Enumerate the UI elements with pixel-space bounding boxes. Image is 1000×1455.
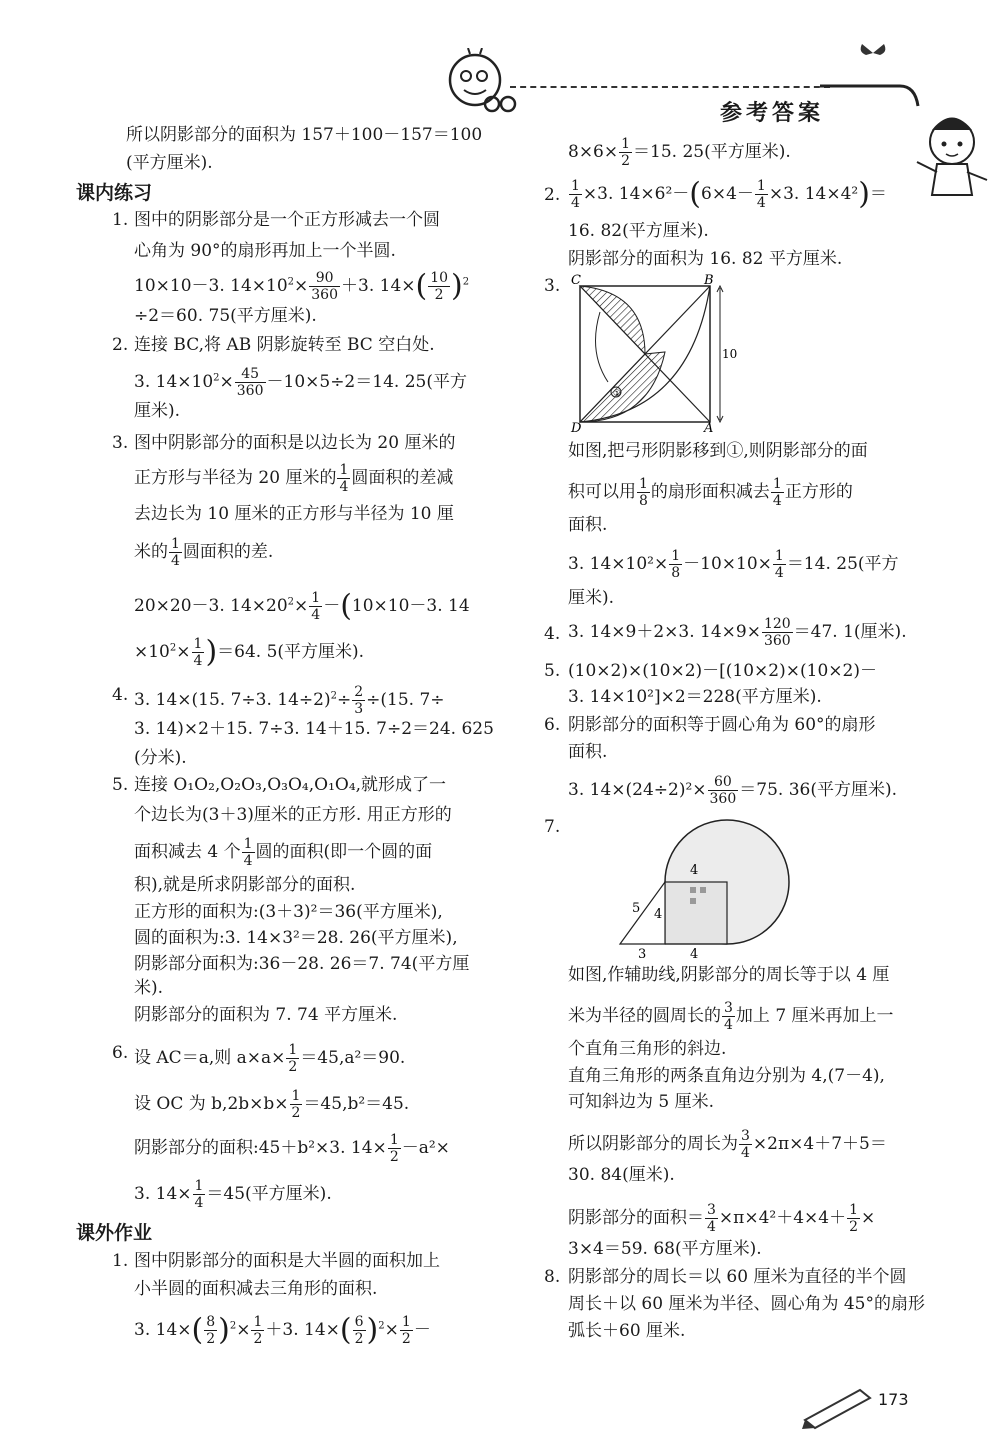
text-segment: 3. 14×10²× xyxy=(568,554,669,574)
fraction-denominator: 360 xyxy=(763,633,791,649)
fraction xyxy=(400,1314,413,1347)
section-heading: 课内练习 xyxy=(76,182,153,204)
fraction-denominator: 360 xyxy=(709,791,737,807)
fraction xyxy=(337,462,350,495)
page-number: 173 xyxy=(878,1390,909,1409)
question-number: 6. xyxy=(112,1043,129,1063)
text-line: 阴影部分面积为:36－28. 26＝7. 74(平方厘 xyxy=(134,954,470,974)
fraction xyxy=(388,1132,401,1165)
text-segment: 设 AC＝a,则 a×a× xyxy=(134,1048,286,1068)
text-line: 圆的面积为:3. 14×3²＝28. 26(平方厘米), xyxy=(134,928,458,948)
fraction xyxy=(309,590,322,623)
text-line: 心角为 90°的扇形再加上一个半圆. xyxy=(134,241,396,261)
fraction-denominator: 2 xyxy=(253,1331,263,1347)
text-segment: ＝15. 25(平方厘米). xyxy=(633,142,791,162)
question-number: 3. xyxy=(112,433,129,453)
text-segment: ＝45,b²＝45. xyxy=(303,1094,410,1114)
fraction-numerator: 1 xyxy=(311,590,321,606)
fraction-numerator: 3 xyxy=(724,1000,733,1016)
fraction-denominator: 2 xyxy=(354,1331,364,1347)
text-segment: ＝75. 36(平方厘米). xyxy=(739,780,897,800)
text-line xyxy=(134,1132,450,1165)
text-segment: 3. 14×(15. 7÷3. 14÷2) xyxy=(134,690,331,710)
text-line: 如图,作辅助线,阴影部分的周长等于以 4 厘 xyxy=(568,965,890,985)
question-number: 4. xyxy=(112,685,129,705)
fraction xyxy=(169,536,182,569)
text-line: 小半圆的面积减去三角形的面积. xyxy=(134,1279,378,1299)
fraction xyxy=(669,548,682,581)
label-B: B xyxy=(704,273,714,288)
formula-line xyxy=(568,1128,887,1161)
text-line: 个边长为(3＋3)厘米的正方形. 用正方形的 xyxy=(134,805,452,825)
text-line: 16. 82(平方厘米). xyxy=(568,221,709,241)
fraction-numerator: 60 xyxy=(708,774,739,791)
fraction-numerator: 1 xyxy=(171,536,180,552)
fraction-denominator: 2 xyxy=(206,1331,216,1347)
text-segment: 10×10－3. 14×10 xyxy=(134,276,288,296)
fraction-numerator: 1 xyxy=(291,1088,301,1104)
text-segment: 米为半径的圆周长的 xyxy=(568,1006,721,1026)
question-number: 3. xyxy=(544,276,561,296)
header-title: 参考答案 xyxy=(720,101,825,126)
text-line xyxy=(134,462,453,495)
fraction-denominator: 4 xyxy=(193,653,203,669)
fraction-numerator: 1 xyxy=(621,136,631,152)
fraction-denominator: 4 xyxy=(707,1219,716,1235)
text-segment: ×3. 14×6²－ xyxy=(582,184,690,204)
fraction xyxy=(773,548,786,581)
formula-line xyxy=(568,1202,875,1235)
text-segment: 8×6× xyxy=(568,142,619,162)
text-segment: ＝47. 1(厘米). xyxy=(793,622,907,642)
text-line: 直角三角形的两条直角边分别为 4,(7－4), xyxy=(568,1066,885,1086)
text-segment: 3. 14×10 xyxy=(134,372,214,392)
fraction-denominator: 8 xyxy=(639,493,648,509)
fraction-denominator: 2 xyxy=(291,1105,301,1121)
text-line xyxy=(568,1000,894,1033)
fraction xyxy=(290,1088,303,1121)
fraction-denominator: 4 xyxy=(571,195,580,211)
text-line xyxy=(134,1042,405,1075)
question-number: 1. xyxy=(112,1251,129,1271)
fraction xyxy=(352,684,365,717)
figure-label: 4 xyxy=(690,863,699,878)
fraction-numerator: 10 xyxy=(430,270,449,286)
fraction xyxy=(771,476,784,509)
text-line: 如图,把弓形阴影移到①,则阴影部分的面 xyxy=(568,441,868,461)
text-line: 积),就是所求阴影部分的面积. xyxy=(134,875,356,895)
section-heading: 课外作业 xyxy=(76,1222,153,1244)
fraction-numerator: 1 xyxy=(194,1178,204,1194)
text-segment: ×3. 14×4² xyxy=(768,184,859,204)
text-line: 面积. xyxy=(568,742,608,762)
header-cartoon-face-icon xyxy=(440,48,520,118)
fraction-numerator: 45 xyxy=(235,366,266,383)
text-segment: 3. 14× xyxy=(134,1184,192,1204)
question-number: 4. xyxy=(544,624,561,644)
text-line: ÷2＝60. 75(平方厘米). xyxy=(134,306,317,326)
text-line xyxy=(134,1178,332,1211)
fraction-numerator: 8 xyxy=(206,1314,216,1330)
text-line: 厘米). xyxy=(568,588,615,608)
text-segment: × xyxy=(861,1208,876,1228)
text-segment: 阴影部分的面积＝ xyxy=(568,1208,704,1228)
fraction-numerator: 3 xyxy=(741,1128,750,1144)
fraction-denominator: 2 xyxy=(434,287,444,303)
fraction-numerator: 1 xyxy=(639,476,648,492)
text-segment: －a²× xyxy=(401,1138,450,1158)
text-segment: ÷(15. 7÷ xyxy=(366,690,445,710)
text-segment: － xyxy=(413,1320,431,1340)
text-line: 图中阴影部分的面积是大半圆的面积加上 xyxy=(134,1251,440,1271)
text-line: 厘米). xyxy=(134,401,181,421)
text-line: 阴影部分的面积为 16. 82 平方厘米. xyxy=(568,249,843,269)
label-A: A xyxy=(704,421,714,434)
text-line: 连接 O₁O₂,O₂O₃,O₃O₄,O₁O₄,就形成了一 xyxy=(134,775,447,795)
text-segment: 20×20－3. 14×20 xyxy=(134,596,288,616)
fraction xyxy=(309,270,340,303)
fraction-numerator: 1 xyxy=(253,1314,263,1330)
text-line xyxy=(134,536,273,569)
fraction xyxy=(637,476,650,509)
figure-label: 4 xyxy=(654,907,663,922)
text-segment: 所以阴影部分的周长为 xyxy=(568,1134,738,1154)
fraction-denominator: 4 xyxy=(311,607,321,623)
header-rule xyxy=(510,86,830,88)
fraction xyxy=(428,270,450,303)
text-segment: × xyxy=(384,1320,399,1340)
text-segment: ＝ xyxy=(869,184,887,204)
fraction-denominator: 2 xyxy=(849,1219,859,1235)
fraction-denominator: 4 xyxy=(339,479,349,495)
text-segment: 圆面积的差. xyxy=(182,542,274,562)
text-segment: 10×10－3. 14 xyxy=(351,596,470,616)
text-segment: 3. 14×9＋2×3. 14×9× xyxy=(568,622,761,642)
fraction-denominator: 4 xyxy=(772,493,782,509)
fraction xyxy=(204,1314,217,1347)
fraction-denominator: 4 xyxy=(774,565,784,581)
figure-label: 4 xyxy=(690,947,699,960)
text-line: 可知斜边为 5 厘米. xyxy=(568,1092,715,1112)
question-number: 2. xyxy=(544,185,561,205)
question-number: 5. xyxy=(544,661,561,681)
text-line: 30. 84(厘米). xyxy=(568,1165,675,1185)
text-segment: ＝64. 5(平方厘米). xyxy=(217,642,365,662)
question-number: 7. xyxy=(544,817,561,837)
text-segment: × xyxy=(236,1320,251,1340)
footer-pencil-icon xyxy=(800,1380,890,1430)
fraction xyxy=(847,1202,860,1235)
fraction-denominator: 2 xyxy=(288,1059,298,1075)
fraction xyxy=(619,136,632,169)
text-line: 3×4＝59. 68(平方厘米). xyxy=(568,1239,762,1259)
fraction xyxy=(722,1000,735,1033)
fraction-denominator: 4 xyxy=(724,1017,733,1033)
fraction xyxy=(286,1042,299,1075)
butterfly-icon xyxy=(858,40,888,66)
text-segment: ×10 xyxy=(134,642,170,662)
formula-line: 20×20－3. $14\times 20^2\times$ $\frac{1}{4}$ －(10×10－3. 14 xyxy=(134,588,470,624)
figure-label: 3 xyxy=(638,947,647,960)
text-segment: ＝45,a²＝90. xyxy=(300,1048,406,1068)
text-segment: 圆面积的差减 xyxy=(351,468,454,488)
text-line: 米). xyxy=(134,978,164,998)
text-line: 面积. xyxy=(568,515,608,535)
fraction-numerator: 1 xyxy=(571,178,580,194)
fraction xyxy=(192,636,205,669)
figure-mark: ① xyxy=(613,389,622,399)
formula-line: 3. $14\times 10^2\times$ $\frac{45}{360}$ －10×5÷2＝14. 25(平方 xyxy=(134,366,467,399)
text-segment: 的扇形面积减去 xyxy=(650,482,770,502)
fraction xyxy=(762,616,793,649)
text-segment: ＝45(平方厘米). xyxy=(206,1184,332,1204)
formula-line: $\frac{1}{4}$ ×3. 14×6²－(6×4－ $\frac{1}{4}$ ×3. 14×4²)＝ xyxy=(571,176,887,212)
text-line: 3. 14)×2＋15. 7÷3. 14＋15. 7÷2＝24. 625 xyxy=(134,719,494,739)
formula-line: 3. 14×(15. 7÷3. 14÷2)$^2$÷ $\frac{2}{3}$ ÷(15. 7÷ xyxy=(134,684,445,717)
formula-line xyxy=(568,616,907,649)
fraction-denominator: 360 xyxy=(236,383,264,399)
text-line: 弧长＋60 厘米. xyxy=(568,1321,686,1341)
text-line: 正方形的面积为:(3＋3)²＝36(平方厘米), xyxy=(134,902,443,922)
text-line: 周长＋以 60 厘米为半径、圆心角为 45°的扇形 xyxy=(568,1294,925,1314)
text-segment: ＝14. 25(平方 xyxy=(786,554,899,574)
formula-line xyxy=(568,548,899,581)
fraction-denominator: 4 xyxy=(194,1195,204,1211)
text-line: 阴影部分的面积为 7. 74 平方厘米. xyxy=(134,1005,398,1025)
text-line xyxy=(134,1088,409,1121)
fraction-denominator: 2 xyxy=(401,1331,411,1347)
question-number: 5. xyxy=(112,775,129,795)
text-segment: 3. 14×(24÷2)²× xyxy=(568,780,707,800)
text-line: 所以阴影部分的面积为 157＋100－157＝100 xyxy=(126,125,483,145)
text-line: (分米). xyxy=(134,748,187,768)
text-line: 去边长为 10 厘米的正方形与半径为 10 厘 xyxy=(134,504,454,524)
question-number: 2. xyxy=(112,335,129,355)
fraction xyxy=(739,1128,752,1161)
fraction-numerator: 1 xyxy=(774,548,784,564)
text-segment: 6×4－ xyxy=(701,184,754,204)
formula-line: $\times 10^2\times$ $\frac{1}{4}$ )＝64. 5(平方厘米). xyxy=(134,634,365,670)
fraction-numerator: 1 xyxy=(671,548,681,564)
formula-line xyxy=(568,136,791,169)
text-line: 个直角三角形的斜边. xyxy=(568,1039,727,1059)
fraction xyxy=(193,1178,206,1211)
formula-line: 3. 14×( $\frac{8}{2}$ )$^2$× $\frac{1}{2}$ ＋3. 14×( $\frac{6}{2}$ )$^2$× $\frac{1}{2}$ － xyxy=(134,1312,431,1348)
question-number: 6. xyxy=(544,715,561,735)
question-number: 1. xyxy=(112,210,129,230)
question-number: 8. xyxy=(544,1267,561,1287)
q3-geometry-figure xyxy=(570,272,740,434)
fraction-numerator: 1 xyxy=(849,1202,859,1218)
text-segment: 正方形与半径为 20 厘米的 xyxy=(134,468,337,488)
fraction-numerator: 1 xyxy=(288,1042,298,1058)
fraction-denominator: 4 xyxy=(243,853,253,869)
fraction xyxy=(251,1314,264,1347)
text-line: (平方厘米). xyxy=(126,153,213,173)
fraction-numerator: 6 xyxy=(354,1314,364,1330)
text-line: 连接 BC,将 AB 阴影旋转至 BC 空白处. xyxy=(134,335,435,355)
fraction xyxy=(708,774,739,807)
fraction-denominator: 4 xyxy=(741,1145,750,1161)
text-segment: ＋3. 14× xyxy=(265,1320,340,1340)
label-D: D xyxy=(571,421,582,434)
text-segment: 面积减去 4 个 xyxy=(134,842,241,862)
fraction-numerator: 1 xyxy=(193,636,203,652)
formula-line: 10×10－3. $14\times 10^2\times$ $\frac{90}{360}$ ＋3. 14×( $\frac{10}{2}$ )$^2$ xyxy=(134,268,470,304)
formula-line xyxy=(568,774,897,807)
fraction-numerator: 1 xyxy=(243,836,253,852)
text-segment: 积可以用 xyxy=(568,482,636,502)
text-segment: －10×10× xyxy=(683,554,772,574)
fraction xyxy=(242,836,255,869)
q7-geometry-figure xyxy=(612,812,797,960)
fraction-numerator: 1 xyxy=(389,1132,399,1148)
fraction-denominator: 3 xyxy=(354,701,364,717)
text-line xyxy=(134,836,432,869)
text-segment: ×2π×4＋7＋5＝ xyxy=(752,1134,887,1154)
text-line: 图中阴影部分的面积是以边长为 20 厘米的 xyxy=(134,433,456,453)
text-segment: 正方形的 xyxy=(784,482,853,502)
text-segment: －10×5÷2＝14. 25(平方 xyxy=(266,372,467,392)
fraction-denominator: 2 xyxy=(389,1149,399,1165)
figure-label: 5 xyxy=(632,901,641,916)
fraction-denominator: 8 xyxy=(671,565,681,581)
label-side: 10 xyxy=(722,347,738,361)
fraction-numerator: 2 xyxy=(354,684,364,700)
text-segment: 米的 xyxy=(134,542,168,562)
fraction xyxy=(235,366,266,399)
fraction-numerator: 3 xyxy=(707,1202,716,1218)
text-line xyxy=(568,476,853,509)
fraction xyxy=(755,178,768,211)
fraction-numerator: 1 xyxy=(756,178,766,194)
fraction-denominator: 360 xyxy=(311,287,338,303)
text-segment: ÷ xyxy=(336,690,352,710)
fraction-numerator: 1 xyxy=(339,462,349,478)
text-segment: 加上 7 厘米再加上一 xyxy=(735,1006,894,1026)
fraction-numerator: 120 xyxy=(763,616,791,632)
cartoon-girl-icon xyxy=(912,100,994,210)
fraction-numerator: 90 xyxy=(309,270,340,287)
fraction-numerator: 1 xyxy=(401,1314,411,1330)
text-segment: ×π×4²＋4×4＋ xyxy=(718,1208,847,1228)
text-segment: 圆的面积(即一个圆的面 xyxy=(255,842,433,862)
text-line: 图中的阴影部分是一个正方形减去一个圆 xyxy=(134,210,440,230)
label-C: C xyxy=(571,273,581,288)
text-line: (10×2)×(10×2)－[(10×2)×(10×2)－ xyxy=(568,661,877,681)
fraction xyxy=(353,1314,366,1347)
text-segment: 3. 14× xyxy=(134,1320,192,1340)
text-segment: 阴影部分的面积:45＋b²×3. 14× xyxy=(134,1138,387,1158)
text-line: 3. 14×10²]×2＝228(平方厘米). xyxy=(568,687,822,707)
text-segment: 设 OC 为 b,2b×b× xyxy=(134,1094,289,1114)
text-line: 阴影部分的周长＝以 60 厘米为直径的半个圆 xyxy=(568,1267,907,1287)
fraction-denominator: 4 xyxy=(171,553,180,569)
fraction xyxy=(705,1202,718,1235)
fraction-numerator: 1 xyxy=(772,476,782,492)
text-line: 阴影部分的面积等于圆心角为 60°的扇形 xyxy=(568,715,876,735)
fraction xyxy=(569,178,582,211)
fraction-denominator: 2 xyxy=(621,153,631,169)
fraction-denominator: 4 xyxy=(756,195,766,211)
